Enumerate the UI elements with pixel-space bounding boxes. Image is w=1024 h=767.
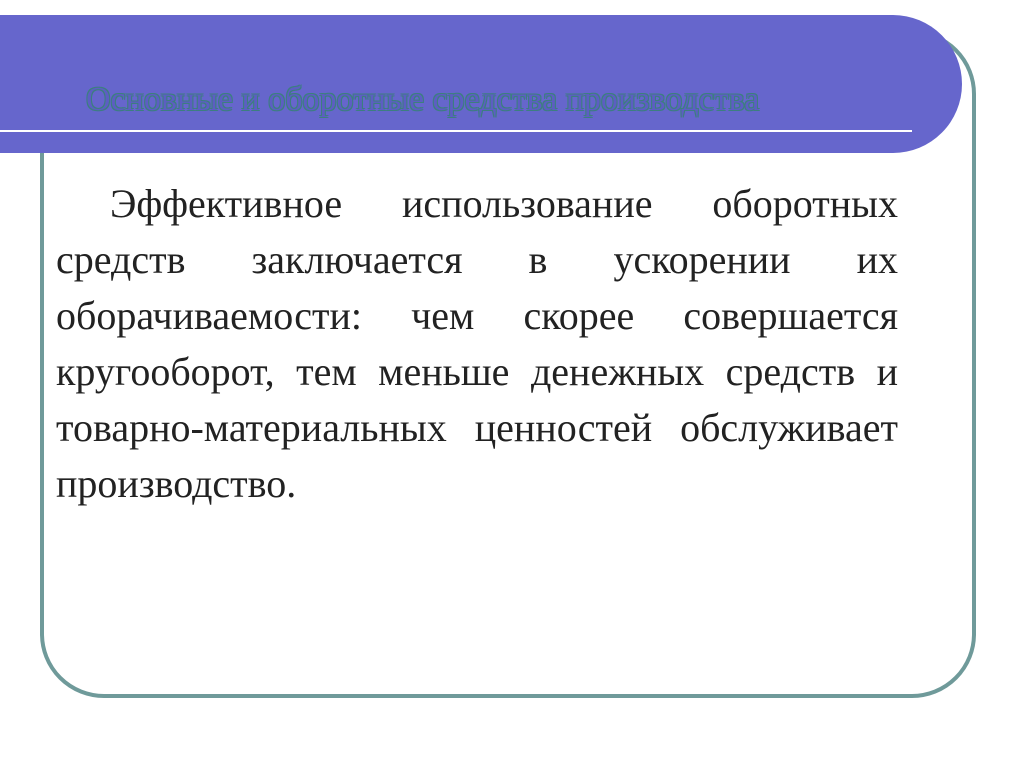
title-underline: [0, 130, 912, 132]
slide-title: Основные и оборотные средства производства: [86, 81, 760, 118]
slide-body-text: Эффективное использование оборотных средств заключается в ускорении их оборачиваемости: чем скорее совершается кругооборот, тем меньше денежных средств и товарно-материальных ценностей обслуживает производство.: [56, 181, 898, 506]
